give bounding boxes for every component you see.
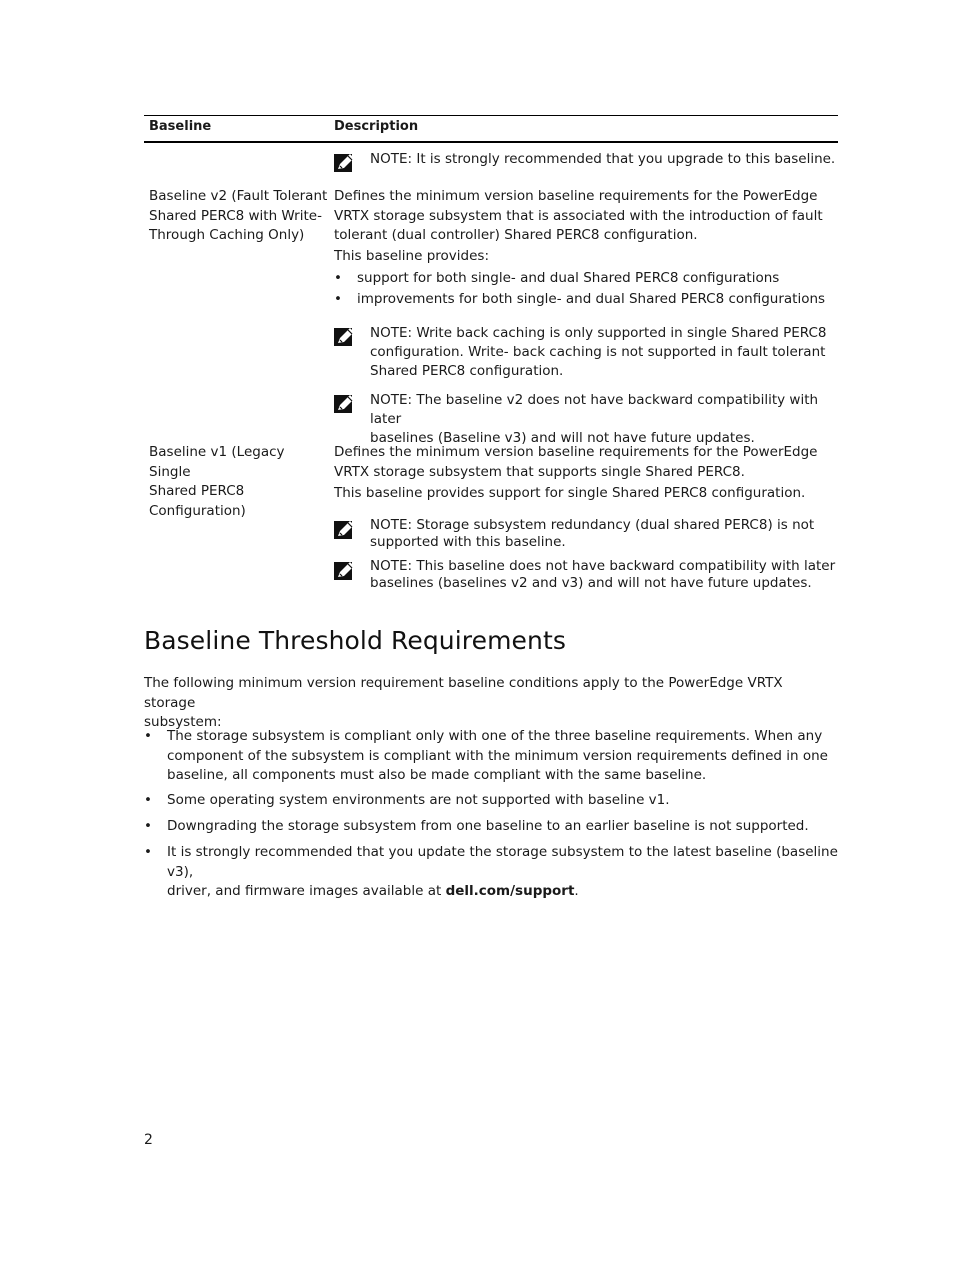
bullet-dot: • xyxy=(144,728,152,744)
section-bullet-1 xyxy=(144,727,838,786)
desc-line: VRTX storage subsystem that is associated with the introduction of fault xyxy=(334,207,823,224)
desc-line: tolerant (dual controller) Shared PERC8 configuration. xyxy=(334,227,698,243)
name-line: Configuration) xyxy=(149,502,246,519)
support-link[interactable]: dell.com/support xyxy=(445,883,575,899)
baseline-table xyxy=(144,115,838,143)
section-title: Baseline Threshold Requirements xyxy=(144,626,566,655)
note-label: NOTE: xyxy=(370,325,413,341)
note-text: It is strongly recommended that you upgrade to this baseline. xyxy=(416,151,836,167)
name-line: Shared PERC8 xyxy=(149,483,245,499)
desc-line: Defines the minimum version baseline requirements for the PowerEdge xyxy=(334,188,818,204)
intro-line: subsystem: xyxy=(144,714,222,730)
note-v2-no-backward-compat xyxy=(334,391,840,448)
note-upgrade-recommended xyxy=(334,150,840,169)
page-number: 2 xyxy=(144,1132,153,1148)
bullet-line: It is strongly recommended that you update the storage subsystem to the latest baseline (baseline v3), xyxy=(167,844,838,880)
bullet-text: . xyxy=(574,883,579,899)
name-line: Through Caching Only) xyxy=(149,227,305,243)
note-pencil-icon xyxy=(334,326,356,348)
row-v2-bullet xyxy=(334,290,825,310)
bullet-dot: • xyxy=(144,818,152,834)
row-v2-description xyxy=(334,187,840,246)
bullet-line: The storage subsystem is compliant only with one of the three baseline requirements. When any xyxy=(167,728,823,744)
note-pencil-icon xyxy=(334,393,356,415)
name-line: Baseline v1 (Legacy Single xyxy=(149,444,285,480)
bullet-dot: • xyxy=(334,270,342,286)
note-text: Shared PERC8 configuration. xyxy=(370,363,564,379)
note-text: Storage subsystem redundancy (dual shared PERC8) is not xyxy=(416,517,815,533)
note-text: configuration. Write- back caching is not supported in fault tolerant xyxy=(370,344,826,360)
table-header-row xyxy=(144,116,838,143)
section-bullet-2 xyxy=(144,791,838,811)
row-v2-bullet xyxy=(334,269,779,289)
name-line: Shared PERC8 with Write- xyxy=(149,207,322,224)
note-label: NOTE: xyxy=(370,151,413,167)
row-v1-provides: This baseline provides support for single Shared PERC8 configuration. xyxy=(334,485,806,501)
bullet-text: support for both single- and dual Shared PERC8 configurations xyxy=(357,270,780,286)
row-v1-baseline-name xyxy=(149,443,329,521)
row-v2-provides: This baseline provides: xyxy=(334,248,489,264)
note-write-back-caching xyxy=(334,324,840,381)
desc-line: VRTX storage subsystem that supports single Shared PERC8. xyxy=(334,463,745,480)
desc-line: Defines the minimum version baseline requirements for the PowerEdge xyxy=(334,444,818,460)
row-v2-baseline-name xyxy=(149,187,329,246)
intro-line: The following minimum version requirement baseline conditions apply to the PowerEdge VRTX storage xyxy=(144,675,783,711)
name-line: Baseline v2 (Fault Tolerant xyxy=(149,188,328,204)
section-bullet-4 xyxy=(144,843,838,902)
note-text: Write back caching is only supported in single Shared PERC8 xyxy=(416,325,827,341)
bullet-text: improvements for both single- and dual Shared PERC8 configurations xyxy=(357,291,826,307)
note-text: baselines (baselines v2 and v3) and will not have future updates. xyxy=(370,574,812,591)
bullet-line: Some operating system environments are not supported with baseline v1. xyxy=(167,792,670,808)
header-description: Description xyxy=(334,119,419,134)
note-label: NOTE: xyxy=(370,517,413,533)
note-label: NOTE: xyxy=(370,392,413,408)
bullet-line: component of the subsystem is compliant with the minimum version requirements defined in one xyxy=(167,747,828,764)
bullet-text: driver, and firmware images available at xyxy=(167,883,446,899)
note-pencil-icon xyxy=(334,152,356,174)
header-baseline: Baseline xyxy=(149,119,212,134)
bullet-line: baseline, all components must also be made compliant with the same baseline. xyxy=(167,767,707,783)
bullet-dot: • xyxy=(144,844,152,860)
note-pencil-icon xyxy=(334,519,356,541)
bullet-line: Downgrading the storage subsystem from one baseline to an earlier baseline is not supported. xyxy=(167,818,809,834)
note-pencil-icon xyxy=(334,560,356,582)
note-redundancy-not-supported xyxy=(334,517,840,550)
section-intro xyxy=(144,674,834,733)
bullet-line xyxy=(167,882,838,902)
section-bullet-3 xyxy=(144,817,838,837)
bullet-dot: • xyxy=(334,291,342,307)
row-v1-description xyxy=(334,443,840,482)
note-text: supported with this baseline. xyxy=(370,533,566,550)
note-text: baselines (Baseline v3) and will not have future updates. xyxy=(370,430,755,446)
note-text: The baseline v2 does not have backward compatibility with later xyxy=(370,392,819,427)
note-v1-no-backward-compat xyxy=(334,558,840,591)
note-label: NOTE: xyxy=(370,558,413,574)
bullet-dot: • xyxy=(144,792,152,808)
note-text: This baseline does not have backward compatibility with later xyxy=(416,558,836,574)
